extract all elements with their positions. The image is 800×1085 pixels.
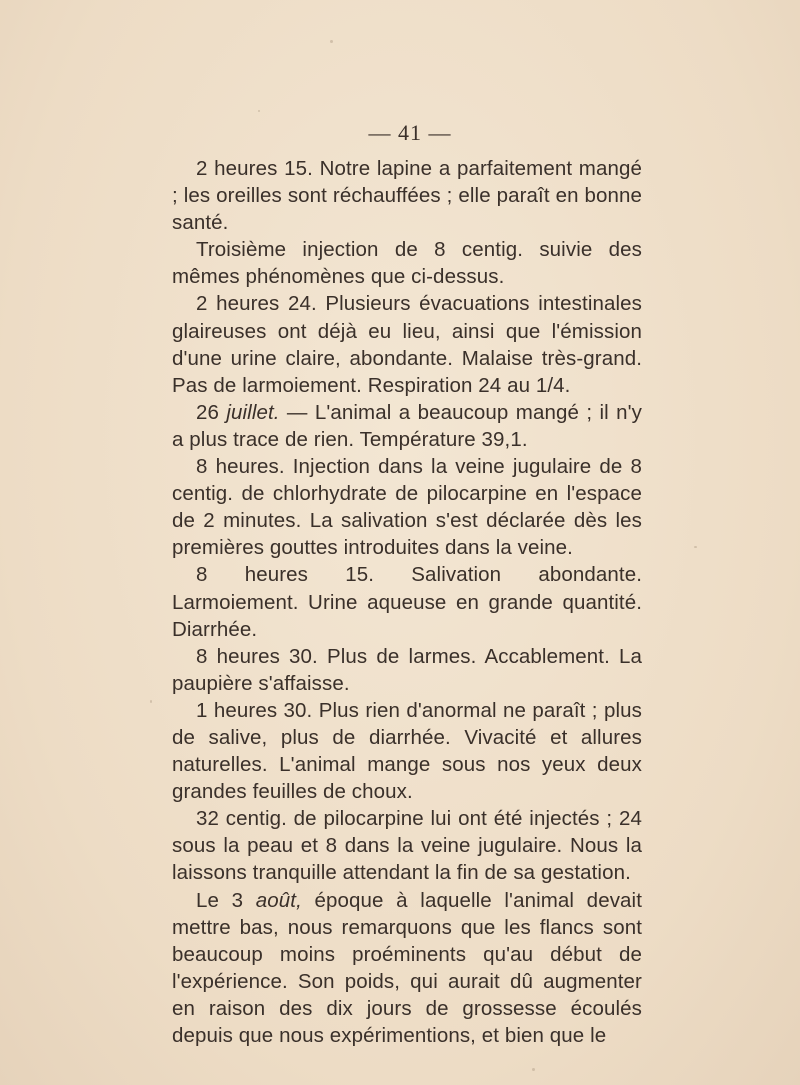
paper-speck bbox=[532, 1068, 535, 1071]
paragraph-date: Le 3 août, époque à laquelle l'animal devait mettre bas, nous remarquons que les flancs sont beaucoup moins proéminents qu'au début de l'expérience. Son poids, qui aurait dû augmenter en raison des dix jours de grossesse écoulés depuis que nous expérimentions, et bien que le bbox=[172, 888, 642, 1047]
paragraph: 1 heures 30. Plus rien d'anormal ne paraît ; plus de salive, plus de diarrhée. Vivacité et allures naturelles. L'animal mange sous nos yeux deux grandes feuilles de choux. bbox=[172, 698, 642, 804]
body-text bbox=[172, 155, 642, 1049]
page-number: — 41 — bbox=[368, 120, 452, 145]
paragraph-date: 26 juillet. — L'animal a beaucoup mangé ; il n'y a plus trace de rien. Température 39,1. bbox=[172, 400, 642, 451]
paragraph: Troisième injection de 8 centig. suivie des mêmes phénomènes que ci-dessus. bbox=[172, 238, 642, 289]
paper-speck bbox=[694, 546, 697, 548]
date-italic: août, bbox=[255, 888, 302, 912]
paper-speck bbox=[258, 110, 260, 112]
date-italic: juillet. bbox=[226, 400, 280, 424]
paragraph: 2 heures 15. Notre lapine a parfaitement mangé ; les oreilles sont réchauffées ; elle paraît en bonne santé. bbox=[172, 157, 642, 235]
paragraph: 8 heures. Injection dans la veine jugulaire de 8 centig. de chlorhydrate de pilocarpine en l'espace de 2 minutes. La salivation s'est déclarée dès les premières gouttes introduites dans la veine. bbox=[172, 455, 642, 560]
paragraph: 8 heures 30. Plus de larmes. Accablement. La paupière s'affaisse. bbox=[172, 644, 642, 695]
paper-speck bbox=[150, 700, 152, 703]
paragraph: 2 heures 24. Plusieurs évacuations intestinales glaireuses ont déjà eu lieu, ainsi que l'émission d'une urine claire, abondante. Malaise très-grand. Pas de larmoiement. Respiration 24 au 1/4. bbox=[172, 292, 642, 397]
paper-speck bbox=[330, 40, 333, 43]
paragraph: 32 centig. de pilocarpine lui ont été injectés ; 24 sous la peau et 8 dans la veine jugulaire. Nous la laissons tranquille attendant la fin de sa gestation. bbox=[172, 807, 642, 885]
paragraph: 8 heures 15. Salivation abondante. Larmoiement. Urine aqueuse en grande quantité. Diarrhée. bbox=[172, 563, 642, 641]
